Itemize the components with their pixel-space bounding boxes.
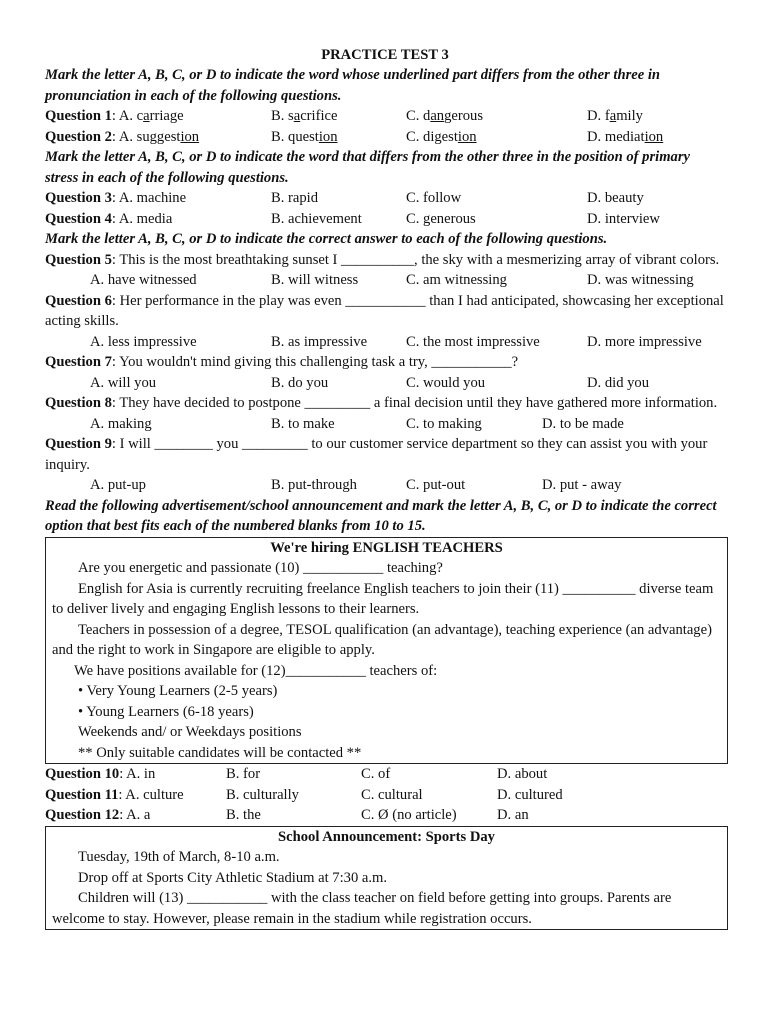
question-12: Question 12: A. a B. the C. Ø (no article) D. an [45, 807, 529, 823]
question-5: Question 5: This is the most breathtaking sunset I __________, the sky with a mesmerizing array of vibrant colors. A. have witnessed B. will witness C. am witnessing D. was witnessing [45, 251, 720, 288]
question-3: Question 3: A. machine B. rapid C. follow D. beauty [45, 190, 644, 206]
advertisement-title: We're hiring ENGLISH TEACHERS [270, 539, 503, 556]
question-label: Question 1 [45, 108, 112, 124]
hiring-advertisement: We're hiring ENGLISH TEACHERS Are you energetic and passionate (10) ___________ teaching? English for Asia is currently recruiting freelance English teachers to join their (11) __________ diverse team to deliver lively and engaging English lessons to their learners. Teachers in possession of a degree, TESOL qualification (an advantage), teaching experience (an advantage) and the right to work in Singapore are eligible to apply. We have positions available for (12)___________ teachers of: • Very Young Learners (2-5 years) • Young Learners (6-18 years) Weekends and/ or Weekdays positions ** Only suitable candidates will be contacted ** [45, 537, 728, 765]
question-7: Question 7: You wouldn't mind giving this challenging task a try, ___________? A. will you B. do you C. would you D. did you [45, 354, 650, 391]
question-4: Question 4: A. media B. achievement C. generous D. interview [45, 210, 660, 227]
question-2: Question 2: A. suggestion B. question C. digestion D. mediation [45, 128, 664, 145]
reading-instructions: Read the following advertisement/school announcement and mark the letter A, B, C, or D to indicate the correct option that best fits each of the numbered blanks from 10 to 15. [45, 497, 717, 534]
announcement-title: School Announcement: Sports Day [278, 828, 495, 845]
question-10: Question 10: A. in B. for C. of D. about [45, 766, 548, 782]
question-11: Question 11: A. culture B. culturally C. cultural D. cultured [45, 786, 563, 803]
question-9: Question 9: I will ________ you _________ to our customer service department so they can assist you with your inquiry. A. put-up B. put-through C. put-out D. put - away [45, 436, 708, 493]
question-6: Question 6: Her performance in the play was even ___________ than I had anticipated, showcasing her exceptional acting skills. A. less impressive B. as impressive C. the most impressive D. more impressive [45, 292, 724, 350]
question-1: Question 1: A. carriage B. sacrifice C. dangerous D. family [45, 108, 643, 124]
question-8: Question 8: They have decided to postpone _________ a final decision until they have gathered more information. A. making B. to make C. to making D. to be made [45, 395, 718, 432]
correct-answer-instructions: Mark the letter A, B, C, or D to indicate the correct answer to each of the following questions. [45, 231, 608, 247]
page-title: PRACTICE TEST 3 [321, 47, 449, 63]
question-label: Question 2 [45, 128, 112, 145]
stress-instructions: Mark the letter A, B, C, or D to indicate the word that differs from the other three in the position of primary stress in each of the following questions. [45, 149, 691, 186]
pronunciation-instructions: Mark the letter A, B, C, or D to indicate the word whose underlined part differs from the other three in pronunciation in each of the following questions. [45, 67, 661, 104]
school-announcement: School Announcement: Sports Day Tuesday, 19th of March, 8-10 a.m. Drop off at Sports City Athletic Stadium at 7:30 a.m. Children will (13) ___________ with the class teacher on field before getting into groups. Parents are welcome to stay. However, please remain in the stadium while registration occurs. [45, 826, 728, 931]
